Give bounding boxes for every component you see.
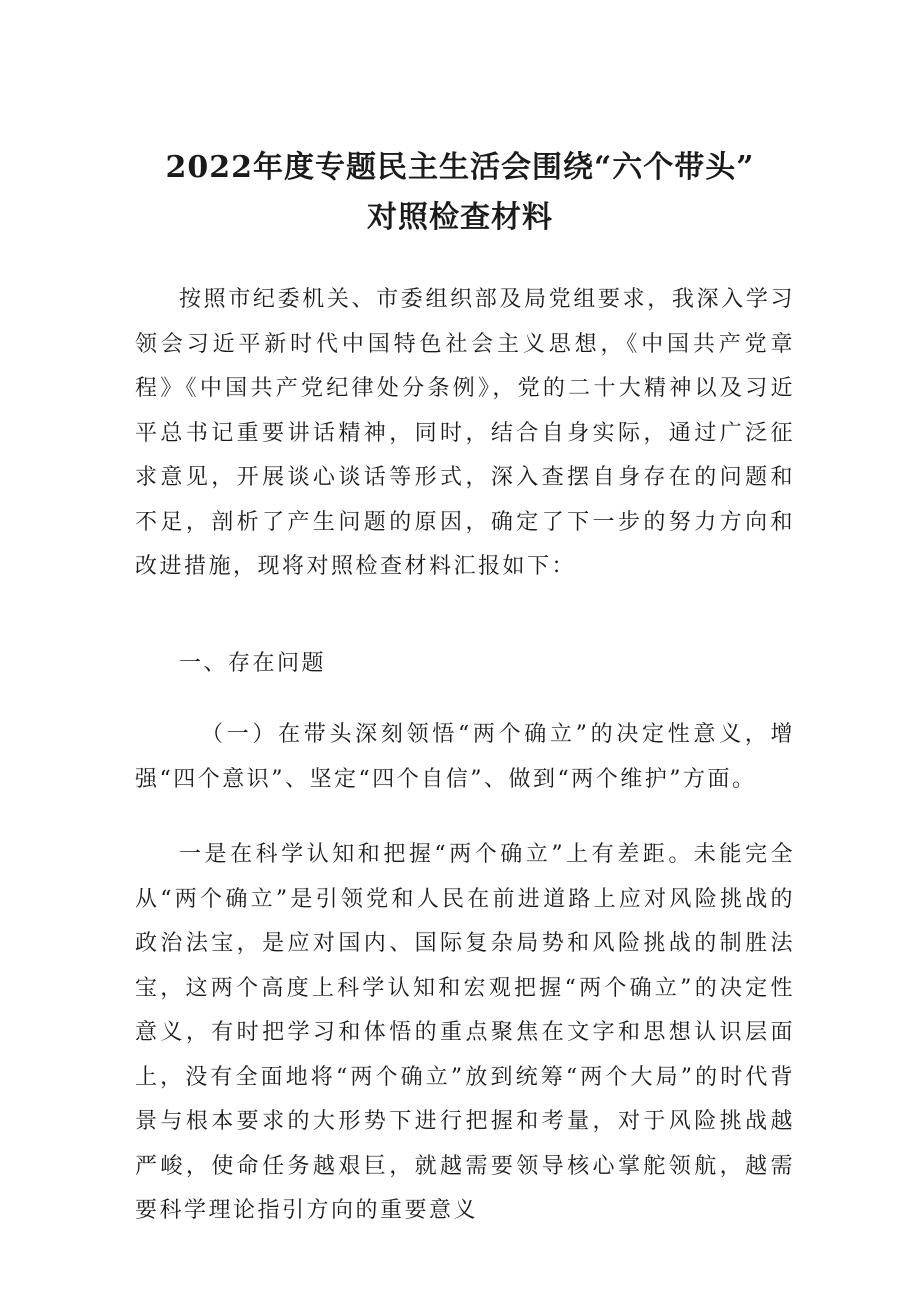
subsection-heading: （一）在带头深刻领悟“两个确立”的决定性意义，增强“四个意识”、坚定“四个自信”、做到“两个维护”方面。	[135, 722, 795, 792]
document-title-line-2: 对照检查材料	[367, 200, 553, 235]
section-heading: 一、存在问题	[179, 651, 327, 676]
document-title-line-1: 2022年度专题民主生活会围绕“六个带头”	[165, 150, 755, 185]
subsection-block	[135, 713, 795, 802]
body-section	[135, 833, 795, 1234]
intro-section	[135, 278, 795, 590]
body-paragraph: 一是在科学认知和把握“两个确立”上有差距。未能完全从“两个确立”是引领党和人民在前进道路上应对风险挑战的政治法宝，是应对国内、国际复杂局势和风险挑战的制胜法宝，这两个高度上科学认知和宏观把握“两个确立”的决定性意义，有时把学习和体悟的重点聚焦在文字和思想认识层面上，没有全面地将“两个确立”放到统筹“两个大局”的时代背景与根本要求的大形势下进行把握和考量，对于风险挑战越严峻，使命任务越艰巨，就越需要领导核心掌舵领航，越需要科学理论指引方向的重要意义	[135, 842, 795, 1223]
section-heading-block	[135, 642, 795, 687]
intro-paragraph: 按照市纪委机关、市委组织部及局党组要求，我深入学习领会习近平新时代中国特色社会主义思想，《中国共产党章程》《中国共产党纪律处分条例》，党的二十大精神以及习近平总书记重要讲话精神，同时，结合自身实际，通过广泛征求意见，开展谈心谈话等形式，深入查摆自身存在的问题和不足，剖析了产生问题的原因，确定了下一步的努力方向和改进措施，现将对照检查材料汇报如下：	[135, 287, 795, 579]
